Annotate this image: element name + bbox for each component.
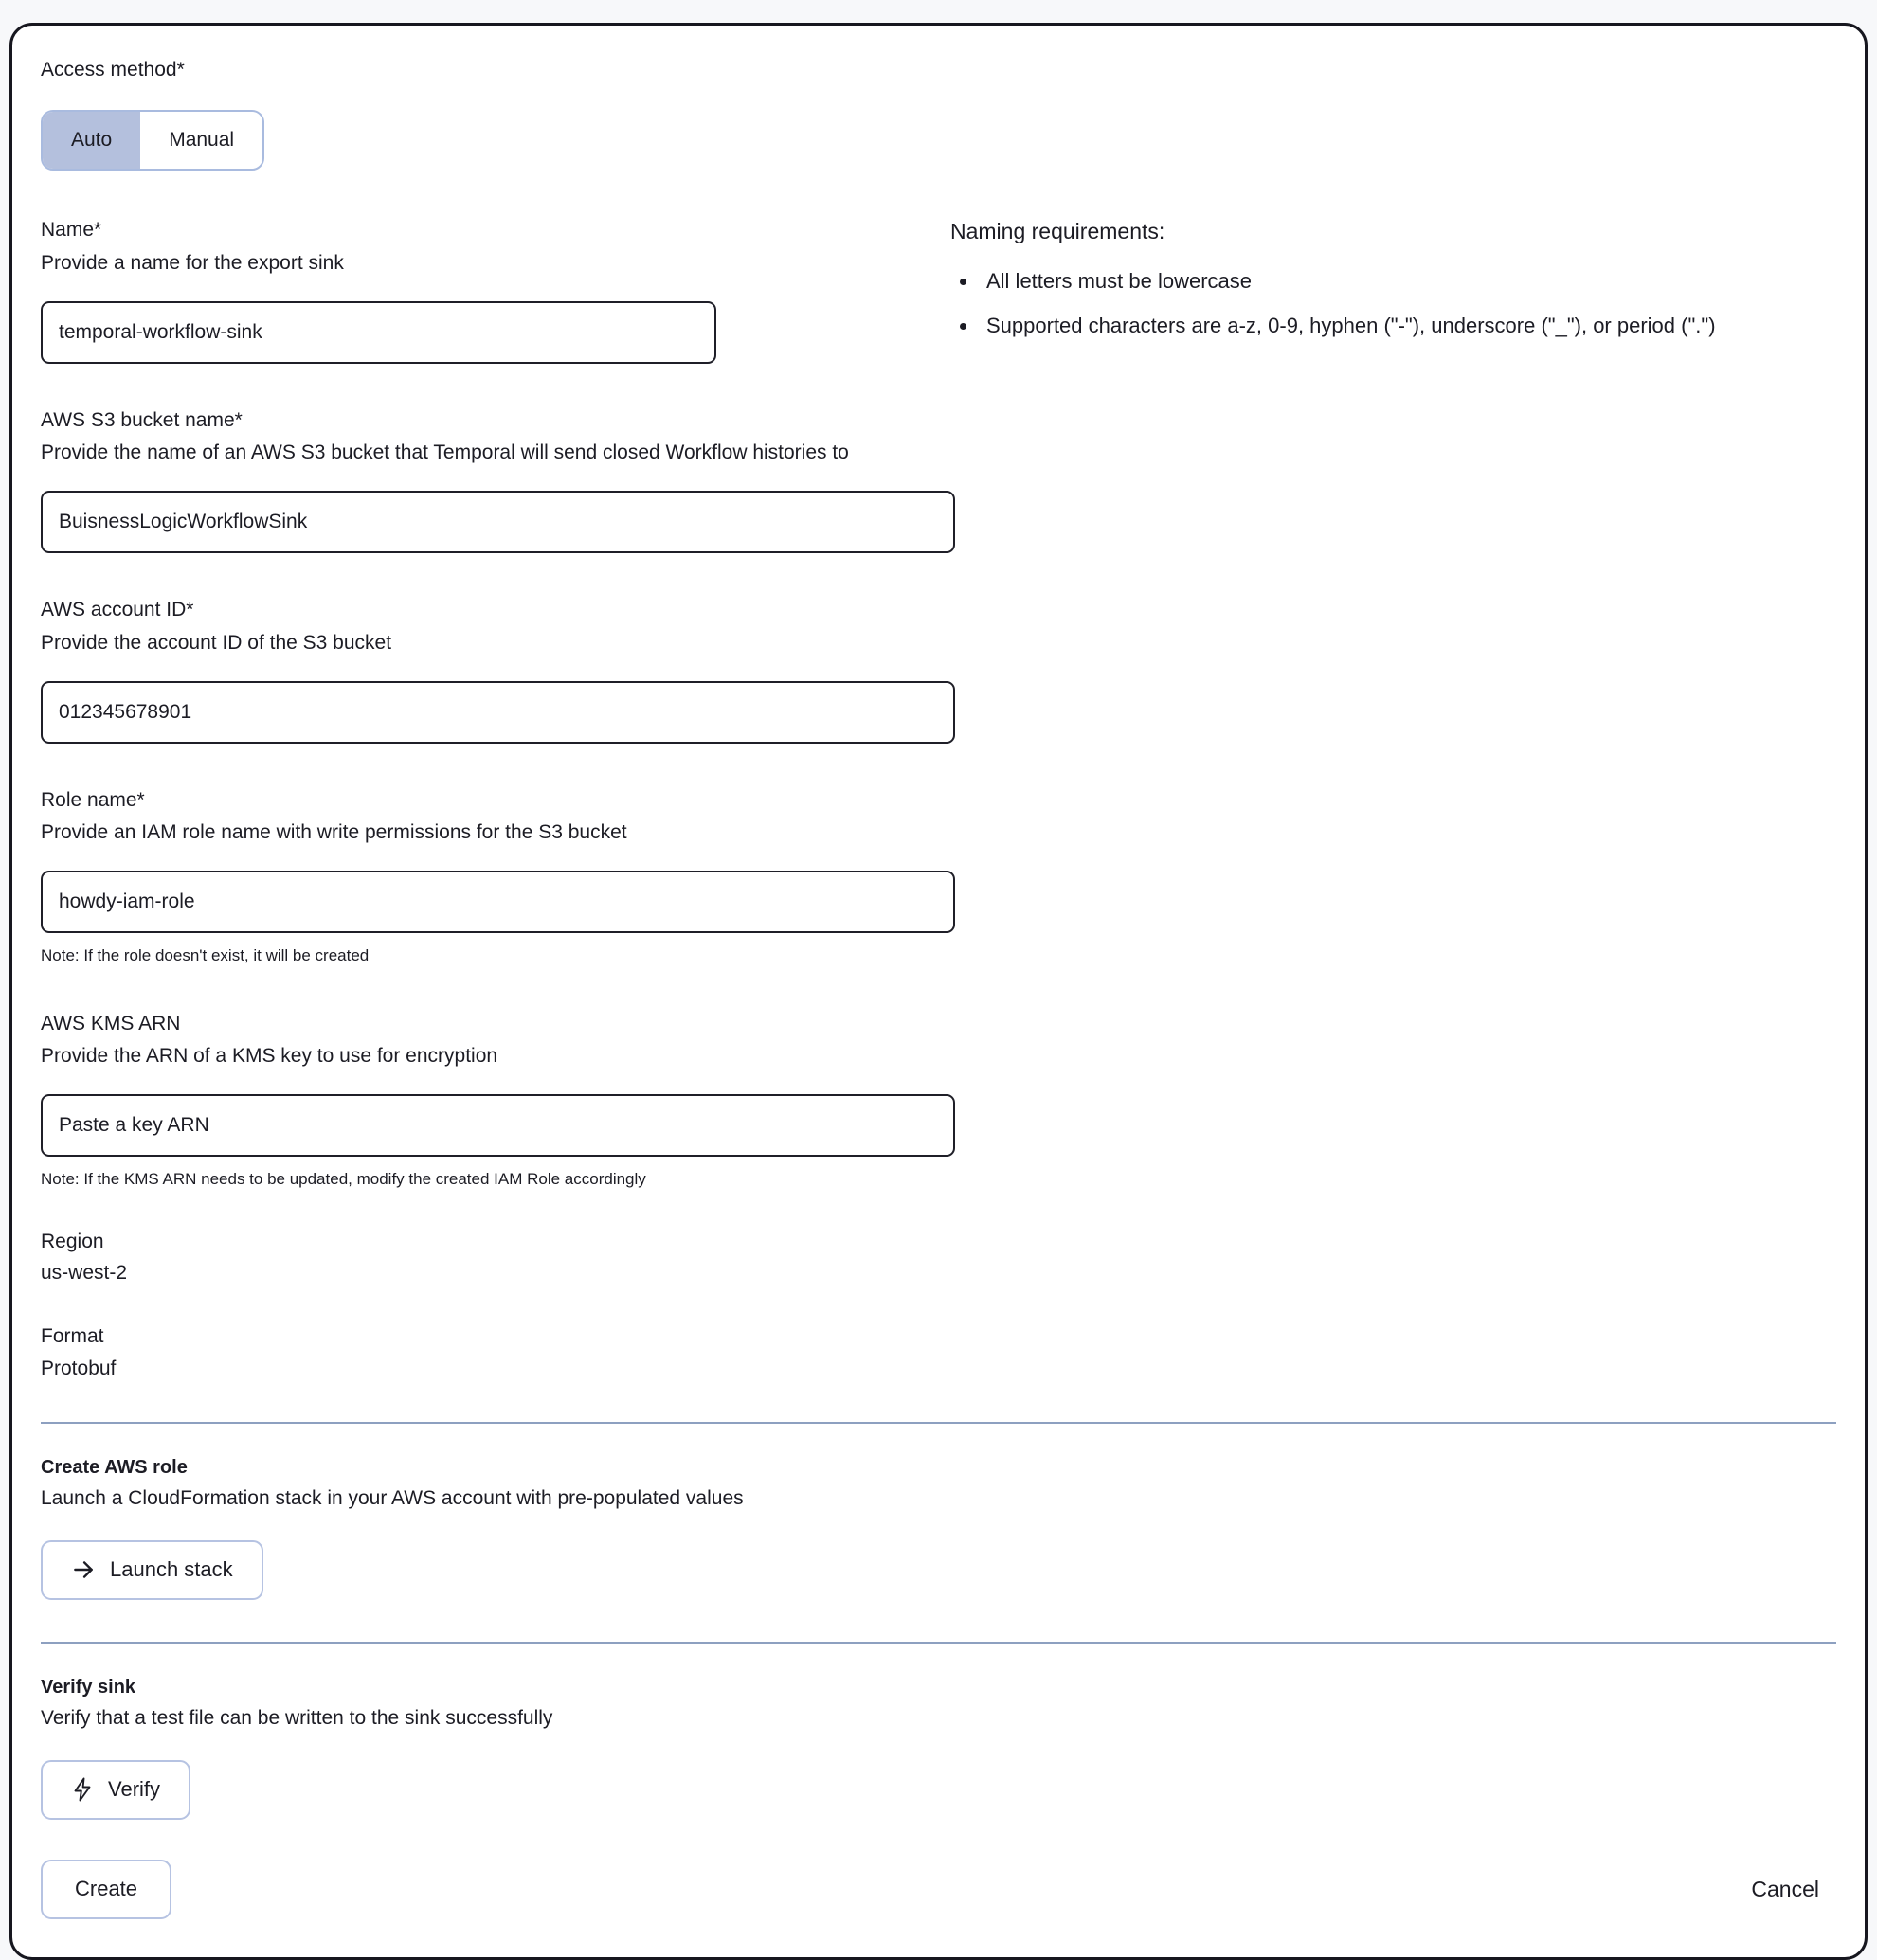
create-aws-role-title: Create AWS role [41,1456,188,1478]
kms-arn-field-group [41,1012,1836,1191]
region-value: us-west-2 [41,1262,128,1285]
section-divider [41,1422,1836,1424]
verify-sink-title: Verify sink [41,1676,136,1698]
region-readonly-group [41,1230,1836,1285]
s3-bucket-description: Provide the name of an AWS S3 bucket that Temporal will send closed Workflow histories to [41,441,849,464]
name-description: Provide a name for the export sink [41,251,344,274]
s3-bucket-field-group [41,408,1836,554]
access-method-label: Access method* [41,59,185,81]
role-name-note: Note: If the role doesn't exist, it will be created [41,946,370,965]
s3-bucket-label: AWS S3 bucket name* [41,408,243,431]
name-label: Name* [41,219,102,242]
access-method-toggle [41,110,264,171]
role-name-input[interactable] [41,871,955,933]
section-divider [41,1642,1836,1644]
kms-arn-description: Provide the ARN of a KMS key to use for encryption [41,1044,498,1067]
account-id-description: Provide the account ID of the S3 bucket [41,631,392,654]
name-field-group [41,218,950,364]
launch-stack-button-label: Launch stack [110,1557,233,1582]
account-id-input[interactable] [41,681,955,744]
launch-stack-button[interactable] [41,1540,263,1600]
export-sink-form-card [9,23,1868,1960]
name-input[interactable] [41,301,716,364]
arrow-right-icon [71,1557,96,1582]
naming-requirement-item: • All letters must be lowercase [979,267,1817,296]
access-method-option-auto[interactable]: Auto [43,112,140,169]
cancel-button[interactable]: Cancel [1751,1876,1819,1901]
naming-requirements [950,218,1836,364]
account-id-field-group [41,598,1836,744]
create-button[interactable]: Create [41,1860,171,1919]
name-and-requirements-row [41,218,1836,364]
kms-arn-input[interactable] [41,1094,955,1157]
naming-requirement-item: • Supported characters are a-z, 0-9, hyphen ("-"), underscore ("_"), or period (".") [979,312,1817,340]
access-method-option-manual[interactable]: Manual [140,112,262,169]
region-label: Region [41,1231,104,1253]
form-footer [41,1860,1836,1919]
lightning-icon [71,1777,94,1802]
kms-arn-note: Note: If the KMS ARN needs to be updated, modify the created IAM Role accordingly [41,1170,646,1189]
role-name-description: Provide an IAM role name with write permissions for the S3 bucket [41,821,627,844]
naming-requirements-list [950,267,1817,339]
verify-button-label: Verify [108,1777,161,1802]
verify-sink-section [41,1675,1836,1820]
create-aws-role-description: Launch a CloudFormation stack in your AWS account with pre-populated values [41,1486,744,1509]
format-value: Protobuf [41,1357,117,1379]
role-name-field-group [41,788,1836,967]
format-readonly-group [41,1324,1836,1379]
verify-button[interactable] [41,1760,190,1820]
role-name-label: Role name* [41,788,145,811]
verify-sink-description: Verify that a test file can be written to the sink successfully [41,1706,553,1729]
s3-bucket-input[interactable] [41,491,955,553]
kms-arn-label: AWS KMS ARN [41,1012,181,1034]
naming-requirements-title: Naming requirements: [950,219,1165,244]
account-id-label: AWS account ID* [41,599,194,621]
create-aws-role-section [41,1455,1836,1600]
format-label: Format [41,1325,104,1348]
